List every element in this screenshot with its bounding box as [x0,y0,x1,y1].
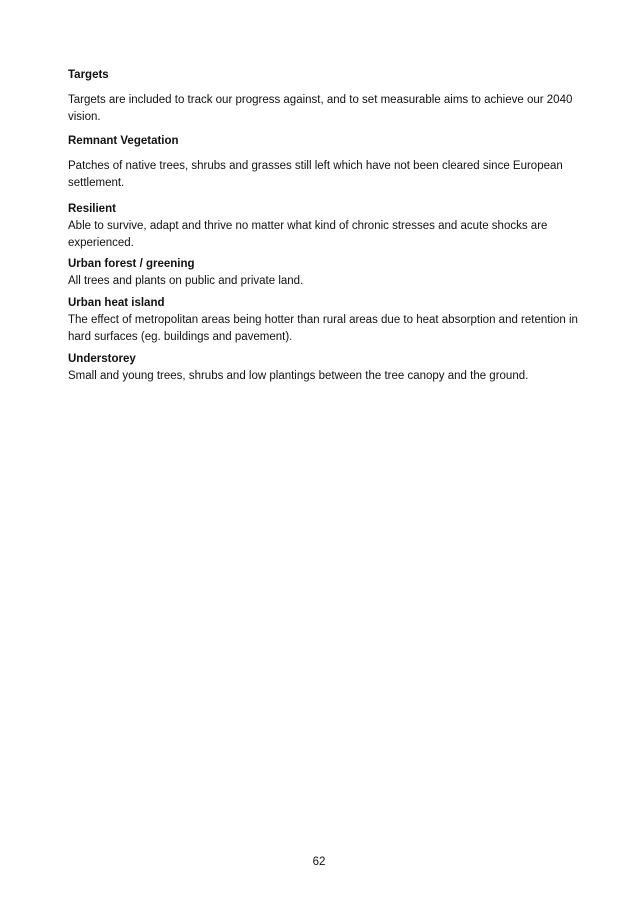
glossary-term: Understorey [68,353,136,365]
glossary-definition: Small and young trees, shrubs and low plantings between the tree canopy and the ground. [68,370,529,382]
glossary-entry-understorey [68,351,578,385]
glossary-definition: Able to survive, adapt and thrive no matter what kind of chronic stresses and acute shocks are experienced. [68,220,548,249]
glossary-entry-targets [68,67,578,126]
glossary-definition: All trees and plants on public and private land. [68,275,304,287]
glossary-entry-urban-forest [68,256,578,290]
glossary-definition: Targets are included to track our progress against, and to set measurable aims to achieve our 2040 vision. [68,94,573,123]
glossary-term: Resilient [68,203,116,215]
glossary-definition: The effect of metropolitan areas being hotter than rural areas due to heat absorption and retention in hard surfaces (eg. buildings and pavement). [68,314,578,343]
glossary-term: Urban forest / greening [68,258,195,270]
glossary-term: Targets [68,69,109,81]
glossary-term: Urban heat island [68,297,165,309]
glossary-entry-resilient [68,201,578,252]
glossary-entry-remnant-vegetation [68,133,578,192]
glossary-definition: Patches of native trees, shrubs and grasses still left which have not been cleared since European settlement. [68,160,563,189]
page-number: 62 [312,856,326,868]
glossary-entry-urban-heat-island [68,295,578,346]
glossary-term: Remnant Vegetation [68,135,179,147]
